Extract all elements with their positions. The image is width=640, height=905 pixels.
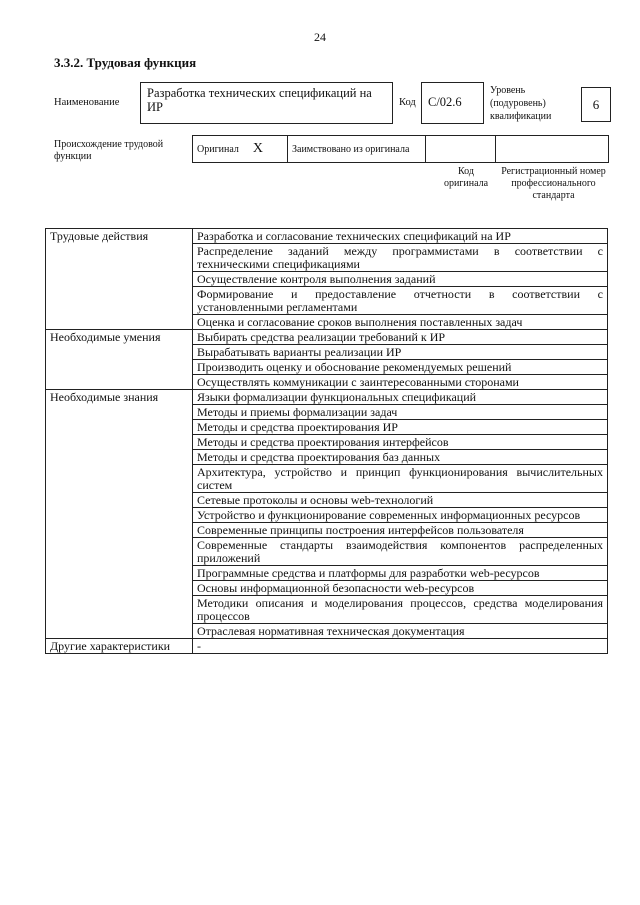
code-label: Код	[399, 97, 416, 108]
page-number: 24	[314, 30, 326, 44]
table-row	[46, 390, 608, 405]
reg-number-caption: Регистрационный номер профессионального стандарта	[501, 166, 606, 201]
required-skills-label: Необходимые умения	[46, 330, 193, 390]
required-knowledge-label: Необходимые знания	[46, 390, 193, 639]
reg-number-cell	[496, 136, 609, 163]
knowledge-item: Сетевые протоколы и основы web-технологий	[193, 493, 608, 508]
borrowed-label: Заимствовано из оригинала	[288, 136, 426, 163]
labor-function-table	[45, 228, 608, 654]
knowledge-item: Основы информационной безопасности web-ресурсов	[193, 581, 608, 596]
name-label: Наименование	[54, 97, 120, 108]
skill-item: Производить оценку и обоснование рекомендуемых решений	[193, 360, 608, 375]
original-code-cell	[426, 136, 496, 163]
section-title: 3.3.2. Трудовая функция	[54, 55, 197, 70]
level-label: Уровень (подуровень) квалификации	[490, 85, 552, 122]
knowledge-item: Устройство и функционирование современных информационных ресурсов	[193, 508, 608, 523]
knowledge-item: Программные средства и платформы для разработки web-ресурсов	[193, 566, 608, 581]
knowledge-item: Архитектура, устройство и принцип функционирования вычислительных систем	[193, 465, 608, 493]
labor-action-item: Оценка и согласование сроков выполнения поставленных задач	[193, 315, 608, 330]
labor-action-item: Распределение заданий между программистами в соответствии с техническими спецификациями	[193, 244, 608, 272]
code-original-caption: Код оригинала	[443, 166, 489, 189]
knowledge-item: Методы и средства проектирования ИР	[193, 420, 608, 435]
knowledge-item: Методики описания и моделирования процессов, средства моделирования процессов	[193, 596, 608, 624]
table-row	[46, 330, 608, 345]
table-row	[46, 639, 608, 654]
skill-item: Осуществлять коммуникации с заинтересованными сторонами	[193, 375, 608, 390]
origin-table	[192, 135, 609, 163]
skill-item: Вырабатывать варианты реализации ИР	[193, 345, 608, 360]
table-row	[46, 229, 608, 244]
knowledge-item: Методы и средства проектирования баз данных	[193, 450, 608, 465]
other-characteristics-label: Другие характеристики	[46, 639, 193, 654]
labor-action-item: Осуществление контроля выполнения заданий	[193, 272, 608, 287]
knowledge-item: Современные стандарты взаимодействия компонентов распределенных приложений	[193, 538, 608, 566]
knowledge-item: Методы и средства проектирования интерфейсов	[193, 435, 608, 450]
skill-item: Выбирать средства реализации требований к ИР	[193, 330, 608, 345]
knowledge-item: Языки формализации функциональных спецификаций	[193, 390, 608, 405]
original-mark: X	[252, 141, 264, 156]
qualification-level: 6	[581, 87, 611, 122]
knowledge-item: Методы и приемы формализации задач	[193, 405, 608, 420]
labor-action-item: Формирование и предоставление отчетности в соответствии с установленными регламентами	[193, 287, 608, 315]
labor-action-item: Разработка и согласование технических спецификаций на ИР	[193, 229, 608, 244]
function-name: Разработка технических спецификаций на ИР	[140, 82, 393, 124]
original-label: Оригинал	[197, 144, 239, 155]
labor-actions-label: Трудовые действия	[46, 229, 193, 330]
origin-label: Происхождение трудовой функции	[54, 139, 164, 162]
original-cell	[193, 136, 288, 163]
other-characteristics-value: -	[193, 639, 608, 654]
knowledge-item: Отраслевая нормативная техническая документация	[193, 624, 608, 639]
knowledge-item: Современные принципы построения интерфейсов пользователя	[193, 523, 608, 538]
function-code: C/02.6	[421, 82, 484, 124]
